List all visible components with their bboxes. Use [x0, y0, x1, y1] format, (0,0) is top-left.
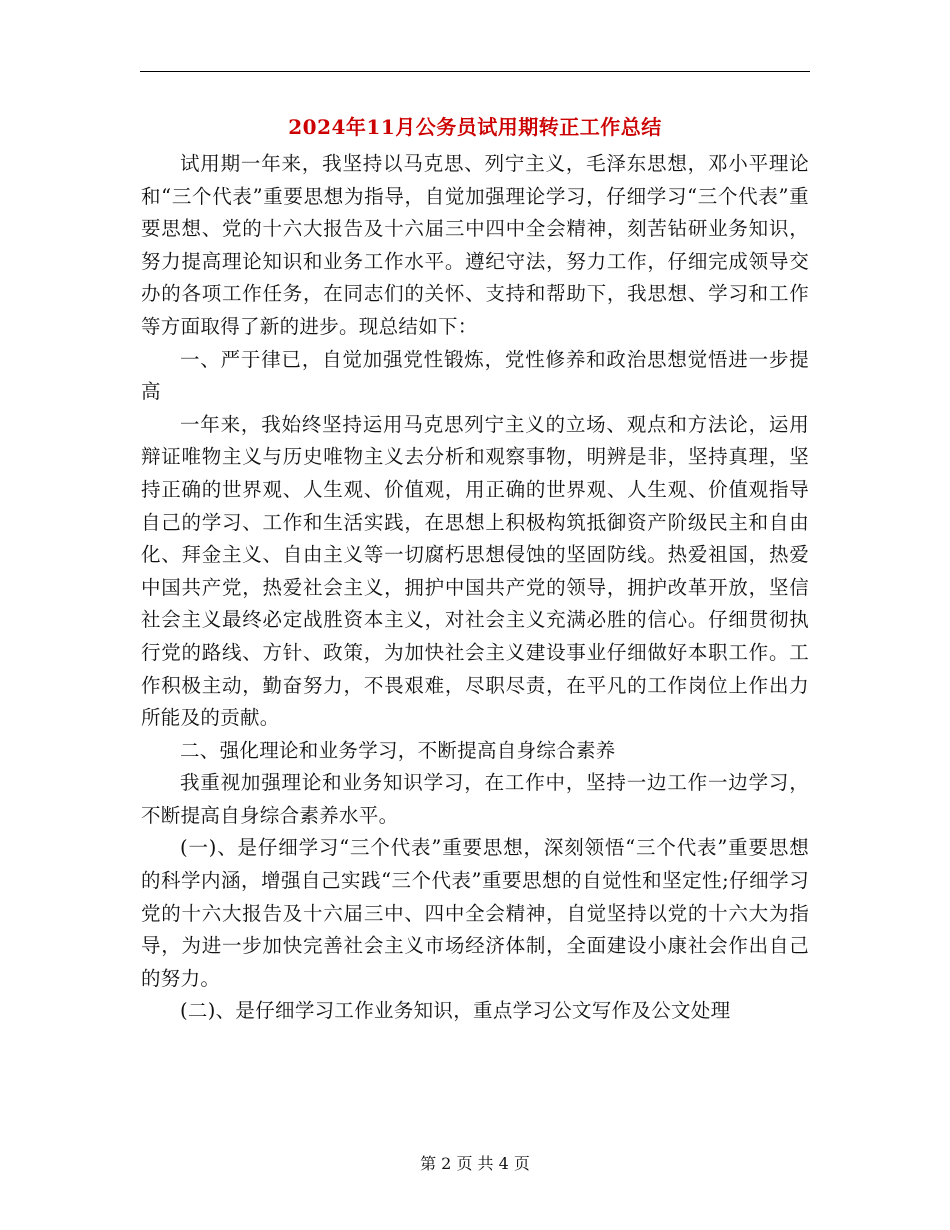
paragraph-item-2: (二)、是仔细学习工作业务知识，重点学习公文写作及公文处理 — [180, 999, 731, 1023]
page-number: 第 2 页 共 4 页 — [420, 1154, 530, 1173]
document-title: 2024年11月公务员试用期转正工作总结 — [288, 115, 662, 139]
section-heading-2: 二、强化理论和业务学习，不断提高自身综合素养 — [180, 738, 616, 762]
paragraph-section-1: 一年来，我始终坚持运用马克思列宁主义的立场、观点和方法论，运用辩证唯物主义与历史唯物主义去分析和观察事物，明辨是非，坚持真理，坚持正确的世界观、人生观、价值观，用正确的世界观、人生观、价值观指导自己的学习、工作和生活实践，在思想上积极构筑抵御资产阶级民主和自由化、拜金主义、自由主义等一切腐朽思想侵蚀的坚固防线。热爱祖国，热爱中国共产党，热爱社会主义，拥护中国共产党的领导，拥护改革开放，坚信社会主义最终必定战胜资本主义，对社会主义充满必胜的信心。仔细贯彻执行党的路线、方针、政策，为加快社会主义建设事业仔细做好本职工作。工作积极主动，勤奋努力，不畏艰难，尽职尽责，在平凡的工作岗位上作出力所能及的贡献。 — [141, 412, 809, 730]
section-heading-1: 一、严于律已，自觉加强党性锻炼，党性修养和政治思想觉悟进一步提高 — [141, 347, 809, 404]
paragraph-intro: 试用期一年来，我坚持以马克思、列宁主义，毛泽东思想，邓小平理论和“三个代表”重要思想为指导，自觉加强理论学习，仔细学习“三个代表”重要思想、党的十六大报告及十六届三中四中全会精神，刻苦钻研业务知识，努力提高理论知识和业务工作水平。遵纪守法，努力工作，仔细完成领导交办的各项工作任务，在同志们的关怀、支持和帮助下，我思想、学习和工作等方面取得了新的进步。现总结如下： — [141, 152, 809, 338]
paragraph-section-2: 我重视加强理论和业务知识学习，在工作中，坚持一边工作一边学习，不断提高自身综合素养水平。 — [141, 771, 809, 827]
paragraph-item-1: (一)、是仔细学习“三个代表”重要思想，深刻领悟“三个代表”重要思想的科学内涵，增强自己实践“三个代表”重要思想的自觉性和坚定性;仔细学习党的十六大报告及十六届三中、四中全会精神，自觉坚持以党的十六大为指导，为进一步加快完善社会主义市场经济体制，全面建设小康社会作出自己的努力。 — [141, 836, 809, 990]
header-rule — [140, 71, 810, 72]
document-body — [141, 148, 809, 1028]
